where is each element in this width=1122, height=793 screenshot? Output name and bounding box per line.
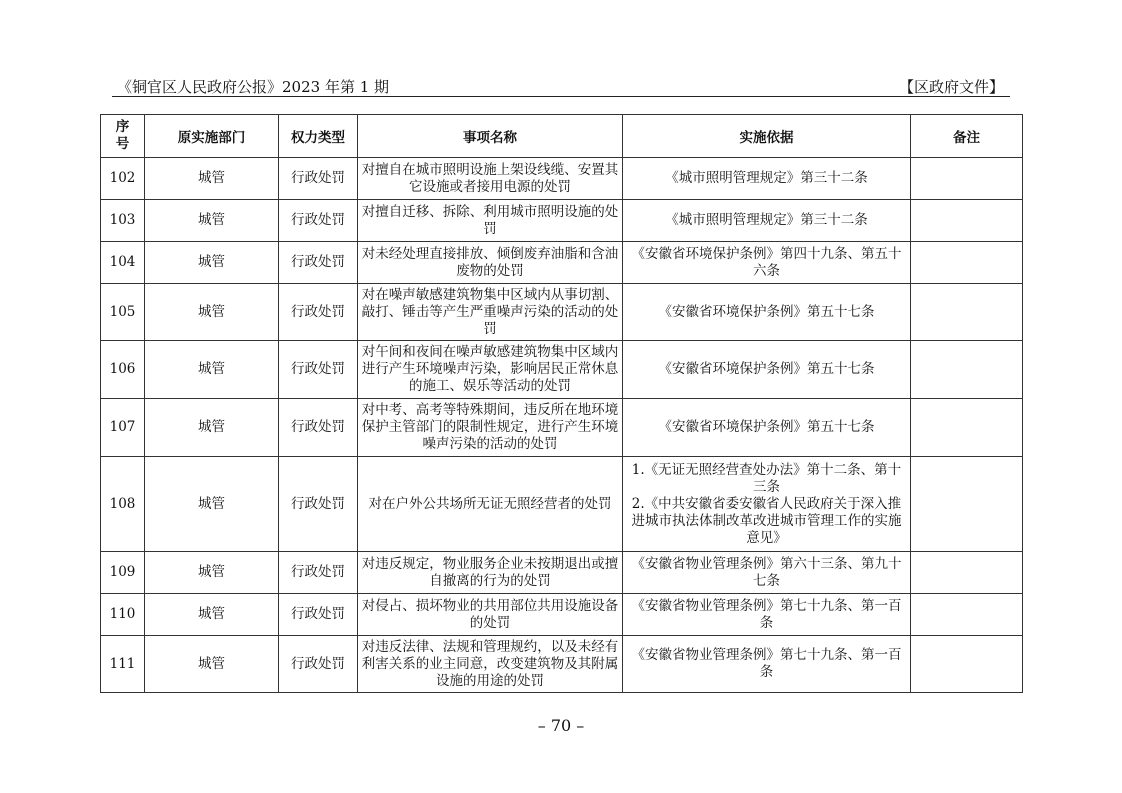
table-header-row [101, 115, 1023, 158]
cell-type: 行政处罚 [279, 200, 358, 242]
cell-basis: 《安徽省环境保护条例》第五十七条 [623, 399, 911, 457]
cell-basis: 《安徽省环境保护条例》第四十九条、第五十六条 [623, 242, 911, 284]
cell-basis [623, 457, 911, 552]
cell-type: 行政处罚 [279, 399, 358, 457]
cell-note [911, 594, 1023, 636]
header-dept: 原实施部门 [145, 115, 279, 158]
header-note: 备注 [911, 115, 1023, 158]
bulletin-title: 《铜官区人民政府公报》2023 年第 1 期 [117, 78, 390, 96]
cell-basis: 《安徽省物业管理条例》第七十九条、第一百条 [623, 636, 911, 693]
cell-name: 对在户外公共场所无证无照经营者的处罚 [358, 457, 623, 552]
table-row [101, 284, 1023, 341]
power-list-table [100, 114, 1023, 693]
cell-note [911, 457, 1023, 552]
cell-dept: 城管 [145, 242, 279, 284]
cell-note [911, 399, 1023, 457]
cell-note [911, 552, 1023, 594]
table-row [101, 552, 1023, 594]
cell-name: 对违反法律、法规和管理规约，以及未经有利害关系的业主同意，改变建筑物及其附属设施的用途的处罚 [358, 636, 623, 693]
cell-basis: 《安徽省物业管理条例》第七十九条、第一百条 [623, 594, 911, 636]
cell-name: 对擅自迁移、拆除、利用城市照明设施的处罚 [358, 200, 623, 242]
cell-note [911, 158, 1023, 200]
cell-note [911, 242, 1023, 284]
cell-note [911, 341, 1023, 399]
cell-seq: 106 [101, 341, 145, 399]
cell-seq: 108 [101, 457, 145, 552]
header-seq: 序 号 [101, 115, 145, 158]
cell-type: 行政处罚 [279, 457, 358, 552]
basis-item: 2.《中共安徽省委安徽省人民政府关于深入推进城市执法体制改革改进城市管理工作的实施意见》 [631, 495, 902, 546]
cell-seq: 111 [101, 636, 145, 693]
cell-dept: 城管 [145, 399, 279, 457]
header-name: 事项名称 [358, 115, 623, 158]
cell-basis: 《安徽省环境保护条例》第五十七条 [623, 284, 911, 341]
cell-type: 行政处罚 [279, 552, 358, 594]
cell-dept: 城管 [145, 158, 279, 200]
cell-dept: 城管 [145, 284, 279, 341]
cell-seq: 105 [101, 284, 145, 341]
cell-name: 对中考、高考等特殊期间，违反所在地环境保护主管部门的限制性规定，进行产生环境噪声污染的活动的处罚 [358, 399, 623, 457]
cell-basis: 《安徽省环境保护条例》第五十七条 [623, 341, 911, 399]
cell-seq: 110 [101, 594, 145, 636]
cell-seq: 109 [101, 552, 145, 594]
cell-dept: 城管 [145, 341, 279, 399]
cell-dept: 城管 [145, 457, 279, 552]
cell-basis: 《城市照明管理规定》第三十二条 [623, 200, 911, 242]
cell-note [911, 636, 1023, 693]
header-rule [112, 96, 1010, 97]
cell-name: 对在噪声敏感建筑物集中区域内从事切割、敲打、锤击等产生严重噪声污染的活动的处罚 [358, 284, 623, 341]
cell-type: 行政处罚 [279, 341, 358, 399]
cell-seq: 104 [101, 242, 145, 284]
cell-basis: 《城市照明管理规定》第三十二条 [623, 158, 911, 200]
table-row [101, 341, 1023, 399]
table-row [101, 594, 1023, 636]
cell-type: 行政处罚 [279, 158, 358, 200]
header-type: 权力类型 [279, 115, 358, 158]
cell-dept: 城管 [145, 200, 279, 242]
table-row [101, 200, 1023, 242]
cell-type: 行政处罚 [279, 636, 358, 693]
cell-name: 对擅自在城市照明设施上架设线缆、安置其它设施或者接用电源的处罚 [358, 158, 623, 200]
cell-type: 行政处罚 [279, 594, 358, 636]
section-label: 【区政府文件】 [898, 78, 1004, 96]
table-row [101, 399, 1023, 457]
cell-seq: 103 [101, 200, 145, 242]
cell-dept: 城管 [145, 636, 279, 693]
table-row [101, 158, 1023, 200]
cell-name: 对违反规定，物业服务企业未按期退出或擅自撤离的行为的处罚 [358, 552, 623, 594]
table-row [101, 242, 1023, 284]
cell-note [911, 200, 1023, 242]
page-number: – 70 – [537, 716, 585, 735]
cell-name: 对侵占、损坏物业的共用部位共用设施设备的处罚 [358, 594, 623, 636]
table-row [101, 457, 1023, 552]
cell-type: 行政处罚 [279, 284, 358, 341]
header-basis: 实施依据 [623, 115, 911, 158]
cell-dept: 城管 [145, 594, 279, 636]
cell-type: 行政处罚 [279, 242, 358, 284]
basis-item: 1.《无证无照经营查处办法》第十二条、第十三条 [631, 461, 902, 495]
cell-seq: 102 [101, 158, 145, 200]
cell-basis: 《安徽省物业管理条例》第六十三条、第九十七条 [623, 552, 911, 594]
cell-note [911, 284, 1023, 341]
table-row [101, 636, 1023, 693]
cell-dept: 城管 [145, 552, 279, 594]
cell-seq: 107 [101, 399, 145, 457]
cell-name: 对午间和夜间在噪声敏感建筑物集中区域内进行产生环境噪声污染，影响居民正常休息的施工、娱乐等活动的处罚 [358, 341, 623, 399]
cell-name: 对未经处理直接排放、倾倒废弃油脂和含油废物的处罚 [358, 242, 623, 284]
